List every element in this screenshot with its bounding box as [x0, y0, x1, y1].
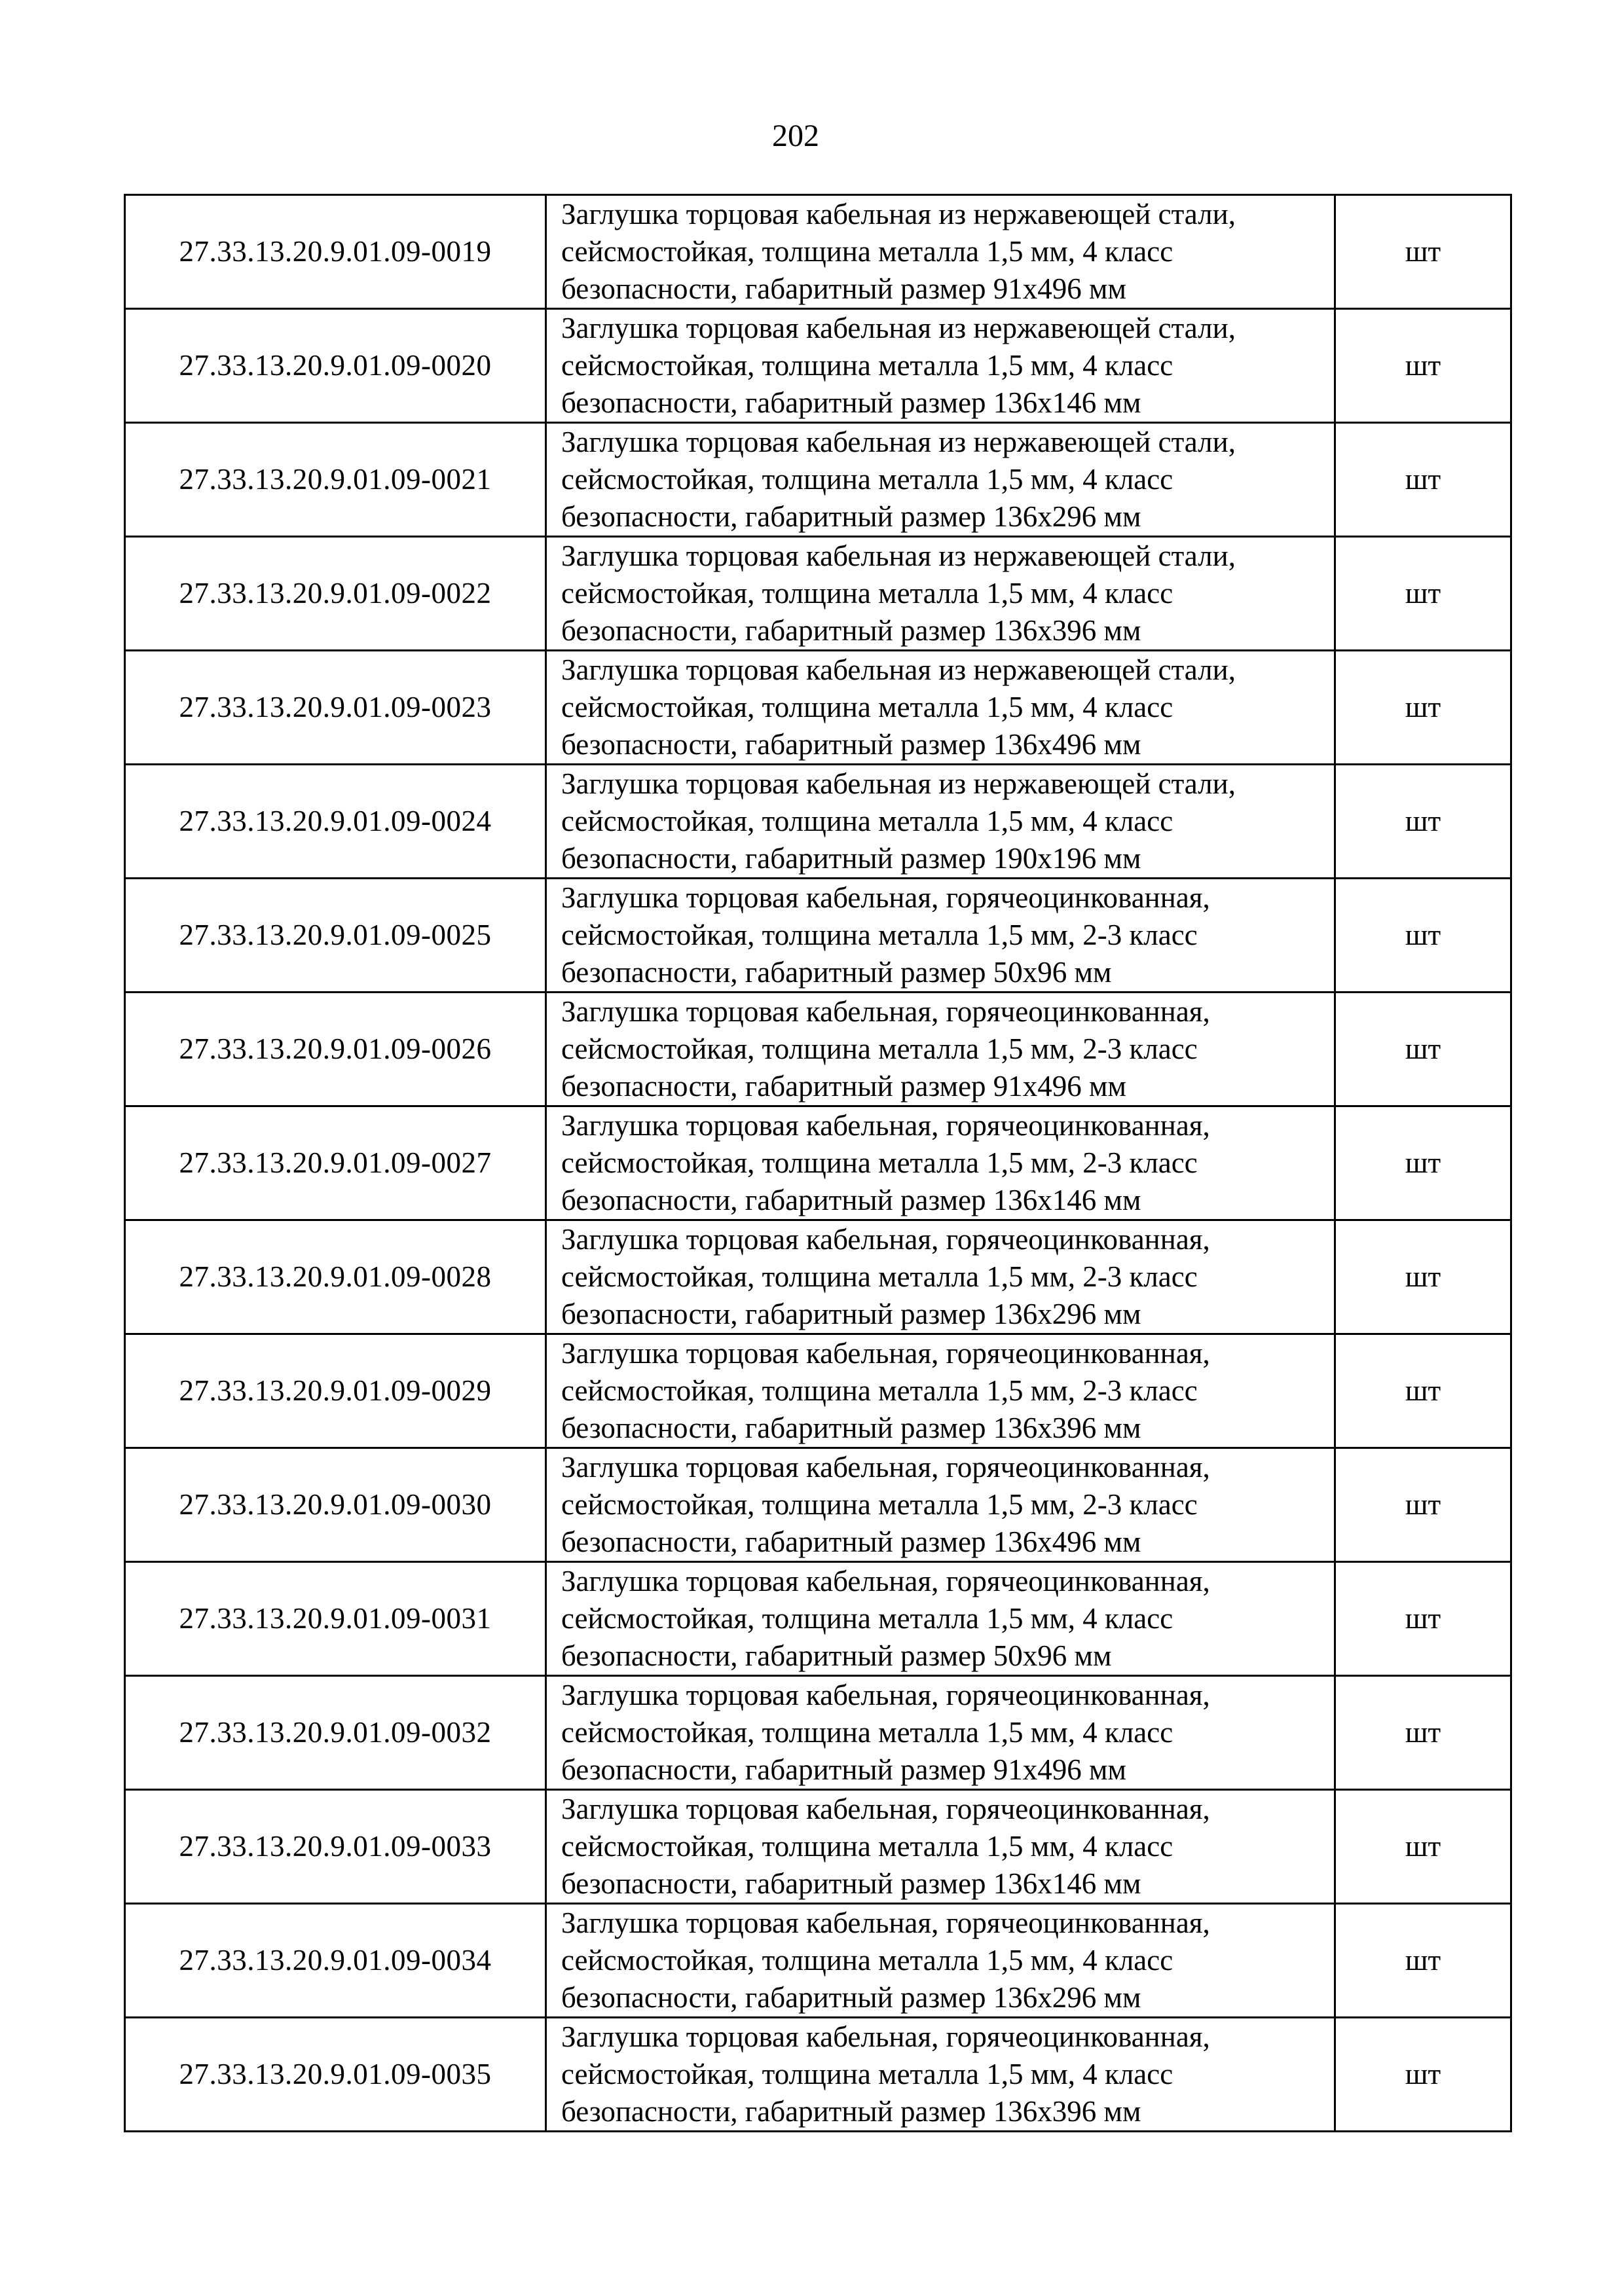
table-row [125, 1334, 1511, 1448]
code-cell: 27.33.13.20.9.01.09-0030 [125, 1448, 546, 1562]
page-number: 202 [772, 118, 819, 153]
code-cell: 27.33.13.20.9.01.09-0028 [125, 1220, 546, 1334]
description-cell: Заглушка торцовая кабельная, горячеоцинкованная, сейсмостойкая, толщина металла 1,5 мм, 4 класс безопасности, габаритный размер 136х396 мм [546, 2018, 1335, 2132]
unit-cell: шт [1335, 1448, 1511, 1562]
code-cell: 27.33.13.20.9.01.09-0020 [125, 309, 546, 423]
table-row [125, 1790, 1511, 1904]
unit-cell: шт [1335, 1106, 1511, 1220]
table-row [125, 1562, 1511, 1676]
description-cell: Заглушка торцовая кабельная, горячеоцинкованная, сейсмостойкая, толщина металла 1,5 мм, 4 класс безопасности, габаритный размер 136х296 мм [546, 1904, 1335, 2018]
code-cell: 27.33.13.20.9.01.09-0024 [125, 765, 546, 879]
description-cell: Заглушка торцовая кабельная из нержавеющей стали, сейсмостойкая, толщина металла 1,5 мм, 4 класс безопасности, габаритный размер 91х496 мм [546, 195, 1335, 309]
table-row [125, 765, 1511, 879]
table-body [125, 195, 1511, 2132]
code-cell: 27.33.13.20.9.01.09-0033 [125, 1790, 546, 1904]
description-cell: Заглушка торцовая кабельная из нержавеющей стали, сейсмостойкая, толщина металла 1,5 мм, 4 класс безопасности, габаритный размер 136х396 мм [546, 537, 1335, 651]
description-cell: Заглушка торцовая кабельная из нержавеющей стали, сейсмостойкая, толщина металла 1,5 мм, 4 класс безопасности, габаритный размер 136х296 мм [546, 423, 1335, 537]
description-cell: Заглушка торцовая кабельная из нержавеющей стали, сейсмостойкая, толщина металла 1,5 мм, 4 класс безопасности, габаритный размер 136х496 мм [546, 651, 1335, 765]
unit-cell: шт [1335, 879, 1511, 993]
code-cell: 27.33.13.20.9.01.09-0019 [125, 195, 546, 309]
description-cell: Заглушка торцовая кабельная, горячеоцинкованная, сейсмостойкая, толщина металла 1,5 мм, 2-3 класс безопасности, габаритный размер 136х396 мм [546, 1334, 1335, 1448]
unit-cell: шт [1335, 1676, 1511, 1790]
description-cell: Заглушка торцовая кабельная, горячеоцинкованная, сейсмостойкая, толщина металла 1,5 мм, 2-3 класс безопасности, габаритный размер 136х296 мм [546, 1220, 1335, 1334]
unit-cell: шт [1335, 1562, 1511, 1676]
unit-cell: шт [1335, 2018, 1511, 2132]
description-cell: Заглушка торцовая кабельная, горячеоцинкованная, сейсмостойкая, толщина металла 1,5 мм, 2-3 класс безопасности, габаритный размер 91х496 мм [546, 993, 1335, 1106]
code-cell: 27.33.13.20.9.01.09-0035 [125, 2018, 546, 2132]
description-cell: Заглушка торцовая кабельная, горячеоцинкованная, сейсмостойкая, толщина металла 1,5 мм, 4 класс безопасности, габаритный размер 91х496 мм [546, 1676, 1335, 1790]
code-cell: 27.33.13.20.9.01.09-0026 [125, 993, 546, 1106]
code-cell: 27.33.13.20.9.01.09-0031 [125, 1562, 546, 1676]
description-cell: Заглушка торцовая кабельная, горячеоцинкованная, сейсмостойкая, толщина металла 1,5 мм, 2-3 класс безопасности, габаритный размер 136х496 мм [546, 1448, 1335, 1562]
table-row [125, 879, 1511, 993]
unit-cell: шт [1335, 423, 1511, 537]
unit-cell: шт [1335, 765, 1511, 879]
unit-cell: шт [1335, 195, 1511, 309]
unit-cell: шт [1335, 993, 1511, 1106]
description-cell: Заглушка торцовая кабельная, горячеоцинкованная, сейсмостойкая, толщина металла 1,5 мм, 2-3 класс безопасности, габаритный размер 50х96 мм [546, 879, 1335, 993]
unit-cell: шт [1335, 1334, 1511, 1448]
table-row [125, 1904, 1511, 2018]
code-cell: 27.33.13.20.9.01.09-0034 [125, 1904, 546, 2018]
description-cell: Заглушка торцовая кабельная, горячеоцинкованная, сейсмостойкая, толщина металла 1,5 мм, 4 класс безопасности, габаритный размер 136х146 мм [546, 1790, 1335, 1904]
unit-cell: шт [1335, 1904, 1511, 2018]
unit-cell: шт [1335, 1220, 1511, 1334]
table-row [125, 1676, 1511, 1790]
table-row [125, 1448, 1511, 1562]
table-row [125, 651, 1511, 765]
table-row [125, 2018, 1511, 2132]
code-cell: 27.33.13.20.9.01.09-0025 [125, 879, 546, 993]
description-cell: Заглушка торцовая кабельная, горячеоцинкованная, сейсмостойкая, толщина металла 1,5 мм, 4 класс безопасности, габаритный размер 50х96 мм [546, 1562, 1335, 1676]
unit-cell: шт [1335, 1790, 1511, 1904]
table-row [125, 537, 1511, 651]
unit-cell: шт [1335, 651, 1511, 765]
code-cell: 27.33.13.20.9.01.09-0021 [125, 423, 546, 537]
code-cell: 27.33.13.20.9.01.09-0022 [125, 537, 546, 651]
unit-cell: шт [1335, 309, 1511, 423]
table-row [125, 423, 1511, 537]
description-cell: Заглушка торцовая кабельная, горячеоцинкованная, сейсмостойкая, толщина металла 1,5 мм, 2-3 класс безопасности, габаритный размер 136х146 мм [546, 1106, 1335, 1220]
unit-cell: шт [1335, 537, 1511, 651]
code-cell: 27.33.13.20.9.01.09-0029 [125, 1334, 546, 1448]
description-cell: Заглушка торцовая кабельная из нержавеющей стали, сейсмостойкая, толщина металла 1,5 мм, 4 класс безопасности, габаритный размер 190х196 мм [546, 765, 1335, 879]
table-row [125, 309, 1511, 423]
code-cell: 27.33.13.20.9.01.09-0023 [125, 651, 546, 765]
table-row [125, 1106, 1511, 1220]
table-row [125, 1220, 1511, 1334]
code-cell: 27.33.13.20.9.01.09-0032 [125, 1676, 546, 1790]
code-cell: 27.33.13.20.9.01.09-0027 [125, 1106, 546, 1220]
table-row [125, 195, 1511, 309]
description-cell: Заглушка торцовая кабельная из нержавеющей стали, сейсмостойкая, толщина металла 1,5 мм, 4 класс безопасности, габаритный размер 136х146 мм [546, 309, 1335, 423]
table-row [125, 993, 1511, 1106]
resource-table [124, 194, 1512, 2132]
